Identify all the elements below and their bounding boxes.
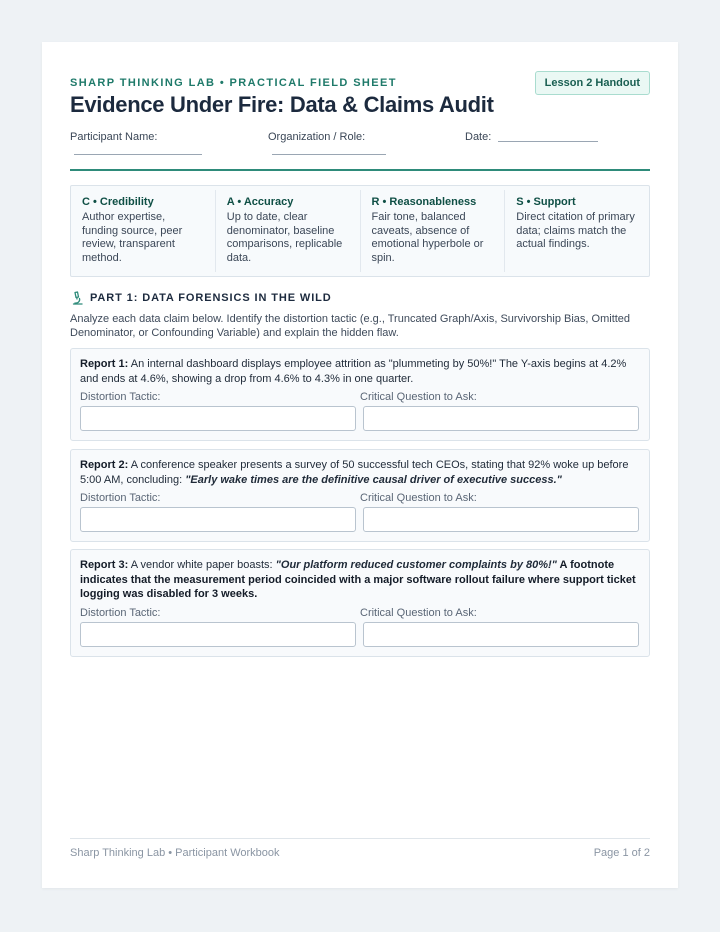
distortion-tactic-label: Distortion Tactic: xyxy=(80,492,161,504)
kicker: SHARP THINKING LAB • PRACTICAL FIELD SHEET xyxy=(70,77,397,89)
craas-text: Author expertise, funding source, peer review, transparent method. xyxy=(82,211,183,264)
report-body: An internal dashboard displays employee attrition as "plummeting by 50%!" The Y-axis begins at 4.2% and ends at 4.6%, showing a drop from 4.6% to 4.3% in one quarter. xyxy=(80,358,627,385)
page-number: Page 1 of 2 xyxy=(593,847,650,859)
report-card xyxy=(70,549,650,657)
report-label: Report 1: xyxy=(80,358,129,370)
craas-text: Up to date, clear denominator, baseline comparisons, replicable data. xyxy=(226,211,343,264)
craas-accuracy xyxy=(216,190,361,272)
craas-text: Direct citation of primary data; claims match the actual findings. xyxy=(516,211,635,250)
organization-role-label: Organization / Role: xyxy=(268,131,366,143)
report-after: A footnote indicates that the measurement period coincided with a major software rollout failure where support ticket logging was disabled for 3 weeks. xyxy=(80,559,636,600)
craas-head: C • Credibility xyxy=(82,196,154,208)
craas-support xyxy=(505,190,649,272)
distortion-tactic-input[interactable] xyxy=(80,507,356,532)
footer-divider xyxy=(70,838,650,839)
participant-name-field[interactable] xyxy=(70,131,157,143)
header-divider xyxy=(70,169,650,171)
craas-head: A • Accuracy xyxy=(226,196,294,208)
lesson-badge: Lesson 2 Handout xyxy=(535,71,650,95)
craas-reasonableness xyxy=(361,190,506,272)
craas-text: Fair tone, balanced caveats, absence of emotional hyperbole or spin. xyxy=(371,211,484,264)
participant-fields xyxy=(70,131,650,161)
distortion-tactic-input[interactable] xyxy=(80,622,356,647)
answer-boxes xyxy=(80,622,640,647)
report-card xyxy=(70,449,650,542)
answer-labels xyxy=(80,607,640,619)
date-label: Date: xyxy=(465,131,492,143)
handout-page xyxy=(42,42,678,888)
organization-role-line xyxy=(272,154,386,155)
part1-heading xyxy=(70,291,332,305)
distortion-tactic-label: Distortion Tactic: xyxy=(80,606,161,619)
critical-question-input[interactable] xyxy=(363,622,639,647)
distortion-tactic-label: Distortion Tactic: xyxy=(80,391,161,403)
answer-labels xyxy=(80,391,640,403)
report-quote: "Our platform reduced customer complaints by 80%!" xyxy=(275,559,557,571)
footer-workbook: Sharp Thinking Lab • Participant Workbook xyxy=(70,847,280,859)
report-text xyxy=(80,357,640,386)
organization-role-field[interactable] xyxy=(268,131,365,143)
date-field[interactable] xyxy=(465,131,491,143)
craas-framework-box xyxy=(70,185,650,277)
report-quote: "Early wake times are the definitive causal driver of executive success." xyxy=(185,473,562,486)
answer-boxes xyxy=(80,406,640,431)
page-title: Evidence Under Fire: Data & Claims Audit xyxy=(70,92,494,117)
microscope-icon xyxy=(70,291,84,305)
critical-question-input[interactable] xyxy=(363,507,639,532)
date-line xyxy=(498,141,598,142)
participant-name-label: Participant Name: xyxy=(70,131,158,143)
report-text xyxy=(80,558,640,602)
report-label: Report 3: xyxy=(80,559,129,571)
craas-head: S • Support xyxy=(516,196,576,208)
participant-name-line xyxy=(74,154,202,155)
report-card xyxy=(70,348,650,441)
part1-instructions: Analyze each data claim below. Identify the distortion tactic (e.g., Truncated Graph/Axis, Survivorship Bias, Omitted Denominator, or Confounding Variable) and explain the hidden flaw. xyxy=(70,313,631,339)
critical-question-label: Critical Question to Ask: xyxy=(360,391,477,403)
critical-question-input[interactable] xyxy=(363,406,639,431)
craas-credibility xyxy=(71,190,216,272)
distortion-tactic-input[interactable] xyxy=(80,406,356,431)
report-body: A vendor white paper boasts: xyxy=(130,559,276,571)
critical-question-label: Critical Question to Ask: xyxy=(360,606,477,619)
critical-question-label: Critical Question to Ask: xyxy=(360,492,477,504)
craas-head: R • Reasonableness xyxy=(371,196,477,208)
answer-labels xyxy=(80,492,640,504)
report-body: A conference speaker presents a survey of 50 successful tech CEOs, stating that 92% woke up before 5:00 AM, concluding: xyxy=(80,459,629,486)
report-text xyxy=(80,458,640,487)
answer-boxes xyxy=(80,507,640,532)
report-label: Report 2: xyxy=(80,459,129,471)
part1-title: PART 1: DATA FORENSICS IN THE WILD xyxy=(90,292,332,304)
